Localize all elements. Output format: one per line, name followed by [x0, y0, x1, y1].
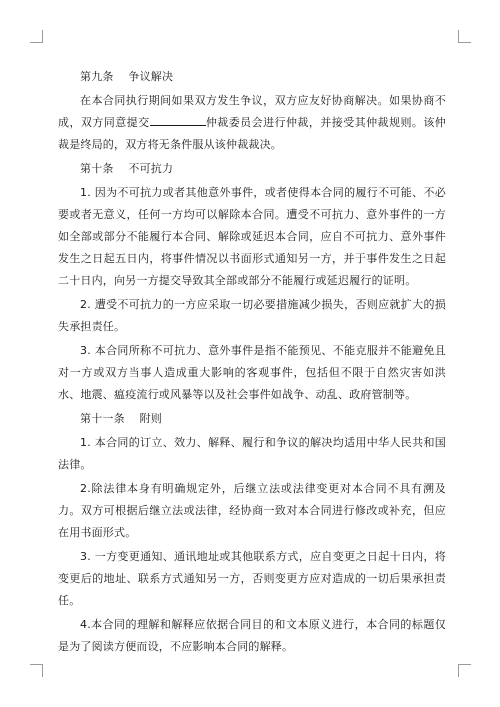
article-11-clause-1: 1. 本合同的订立、效力、解释、履行和争议的解决均适用中华人民共和国法律。 — [58, 436, 446, 471]
article-10-heading: 第十条 不可抗力 — [80, 162, 174, 175]
crop-mark-bottom-left — [30, 664, 43, 677]
article-11-clause-4: 4.本合同的理解和解释应依据合同目的和文本原义进行，本合同的标题仅是为了阅读方便而设，不应影响本合同的解释。 — [58, 618, 446, 653]
article-9-text-before-blank: 在本合同执行期间如果双方发生争议，双方应友好协商解决。如果协商不成，双方同意提交 — [58, 94, 446, 129]
crop-mark-top-left — [30, 30, 43, 43]
arbitration-commission-blank[interactable] — [150, 113, 206, 126]
article-10-clause-2: 2. 遭受不可抗力的一方应采取一切必要措施减少损失，否则应就扩大的损失承担责任。 — [58, 298, 446, 333]
document-body[interactable] — [58, 66, 446, 658]
article-11-clause-3: 3. 一方变更通知、通讯地址或其他联系方式，应自变更之日起十日内，将变更后的地址、联系方式通知另一方，否则变更方应对造成的一切后果承担责任。 — [58, 550, 446, 607]
article-10-clause-1: 1. 因为不可抗力或者其他意外事件，或者使得本合同的履行不可能、不必要或者无意义，任何一方均可以解除本合同。遭受不可抗力、意外事件的一方如全部或部分不能履行本合同、解除或延迟本合同，应自不可抗力、意外事件发生之日起五日内，将事件情况以书面形式通知另一方，并于事件发生之日起二十日内，向另一方提交导致其全部或部分不能履行或延迟履行的证明。 — [58, 186, 446, 287]
article-10-clause-3: 3. 本合同所称不可抗力、意外事件是指不能预见、不能克服并不能避免且对一方或双方当事人造成重大影响的客观事件，包括但不限于自然灾害如洪水、地震、瘟疫流行或风暴等以及社会事件如战争、动乱、政府管制等。 — [58, 344, 446, 401]
article-9-heading: 第九条 争议解决 — [80, 70, 174, 83]
crop-mark-top-right — [458, 30, 471, 43]
article-11-clause-2: 2.除法律本身有明确规定外，后继立法或法律变更对本合同不具有溯及力。双方可根据后继立法或法律，经协商一致对本合同进行修改或补充，但应在用书面形式。 — [58, 482, 446, 539]
article-9-paragraph — [58, 90, 446, 156]
crop-mark-bottom-right — [458, 664, 471, 677]
article-11-heading: 第十一条 附则 — [80, 412, 162, 425]
article-9-text-after-blank: 仲裁委员会进行仲裁，并接受其仲裁规则。该仲裁是终局的，双方将无条件服从该仲裁裁决。 — [58, 116, 446, 151]
